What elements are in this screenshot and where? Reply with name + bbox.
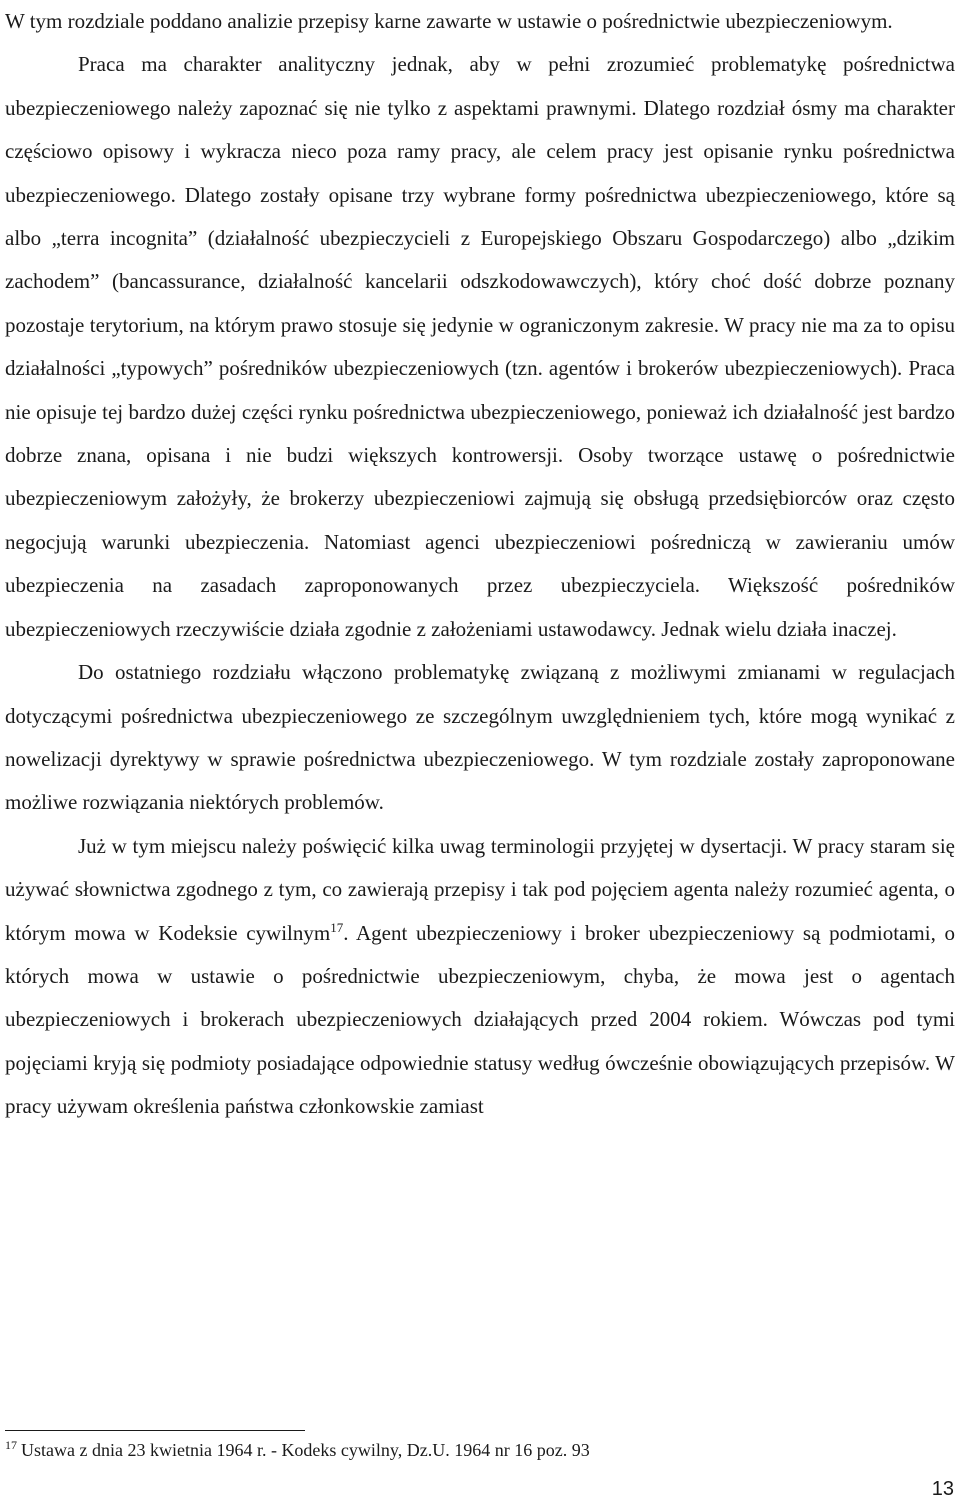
page-number: 13 — [931, 1478, 954, 1500]
document-page — [5, 0, 955, 1129]
paragraph-4 — [5, 825, 955, 1129]
paragraph-4-text-after-note: . Agent ubezpieczeniowy i broker ubezpieczeniowy są podmiotami, o których mowa w ustawie o pośrednictwie ubezpieczeniowym, chyba, że mowa jest o agentach ubezpieczeniowych i brokerach ubezpieczeniowych działających przed 2004 rokiem. Wówczas pod tymi pojęciami kryją się podmioty posiadające odpowiednie statusy według ówcześnie obowiązujących przepisów. W pracy używam określenia państwa członkowskie zamiast — [5, 920, 956, 1119]
paragraph-2: Praca ma charakter analityczny jednak, aby w pełni zrozumieć problematykę pośrednictwa ubezpieczeniowego należy zapoznać się nie tylko z aspektami prawnymi. Dlatego rozdział ósmy ma charakter częściowo opisowy i wykracza nieco poza ramy pracy, ale celem pracy jest opisanie rynku pośrednictwa ubezpieczeniowego. Dlatego zostały opisane trzy wybrane formy pośrednictwa ubezpieczeniowego, które są albo „terra incognita” (działalność ubezpieczycieli z Europejskiego Obszaru Gospodarczego) albo „dzikim zachodem” (bancassurance, działalność kancelarii odszkodowawczych), który choć dość dobrze poznany pozostaje terytorium, na którym prawo stosuje się jedynie w ograniczonym zakresie. W pracy nie ma za to opisu działalności „typowych” pośredników ubezpieczeniowych (tzn. agentów i brokerów ubezpieczeniowych). Praca nie opisuje tej bardzo dużej części rynku pośrednictwa ubezpieczeniowego, ponieważ ich działalność jest bardzo dobrze znana, opisana i nie budzi większych kontrowersji. Osoby tworzące ustawę o pośrednictwie ubezpieczeniowym założyły, że brokerzy ubezpieczeniowi zajmują się obsługą przedsiębiorców oraz często negocjują warunki ubezpieczenia. Natomiast agenci ubezpieczeniowi pośredniczą w zawieraniu umów ubezpieczenia na zasadach zaproponowanych przez ubezpieczyciela. Większość pośredników ubezpieczeniowych rzeczywiście działa zgodnie z założeniami ustawodawcy. Jednak wielu działa inaczej. — [5, 52, 955, 641]
paragraph-4-text-before-note: Już w tym miejscu należy poświęcić kilka uwag terminologii przyjętej w dysertacji. W pracy staram się używać słownictwa zgodnego z tym, co zawierają przepisy i tak pod pojęciem agenta należy rozumieć agenta, o którym mowa w Kodeksie cywilnym — [5, 833, 955, 945]
paragraph-1: W tym rozdziale poddano analizie przepisy karne zawarte w ustawie o pośrednictwie ubezpieczeniowym. — [5, 9, 893, 33]
footnote-reference: 17 — [330, 919, 344, 935]
footnote — [5, 1438, 590, 1462]
paragraph-3: Do ostatniego rozdziału włączono problematykę związaną z możliwymi zmianami w regulacjach dotyczącymi pośrednictwa ubezpieczeniowego ze szczególnym uwzględnieniem tych, które mogą wynikać z nowelizacji dyrektywy w sprawie pośrednictwa ubezpieczeniowego. W tym rozdziale zostały zaproponowane możliwe rozwiązania niektórych problemów. — [5, 660, 955, 815]
footnote-number: 17 — [5, 1438, 17, 1452]
footnote-separator — [5, 1430, 305, 1431]
footnote-text: Ustawa z dnia 23 kwietnia 1964 r. - Kodeks cywilny, Dz.U. 1964 nr 16 poz. 93 — [21, 1440, 590, 1460]
body-text — [5, 0, 955, 1129]
